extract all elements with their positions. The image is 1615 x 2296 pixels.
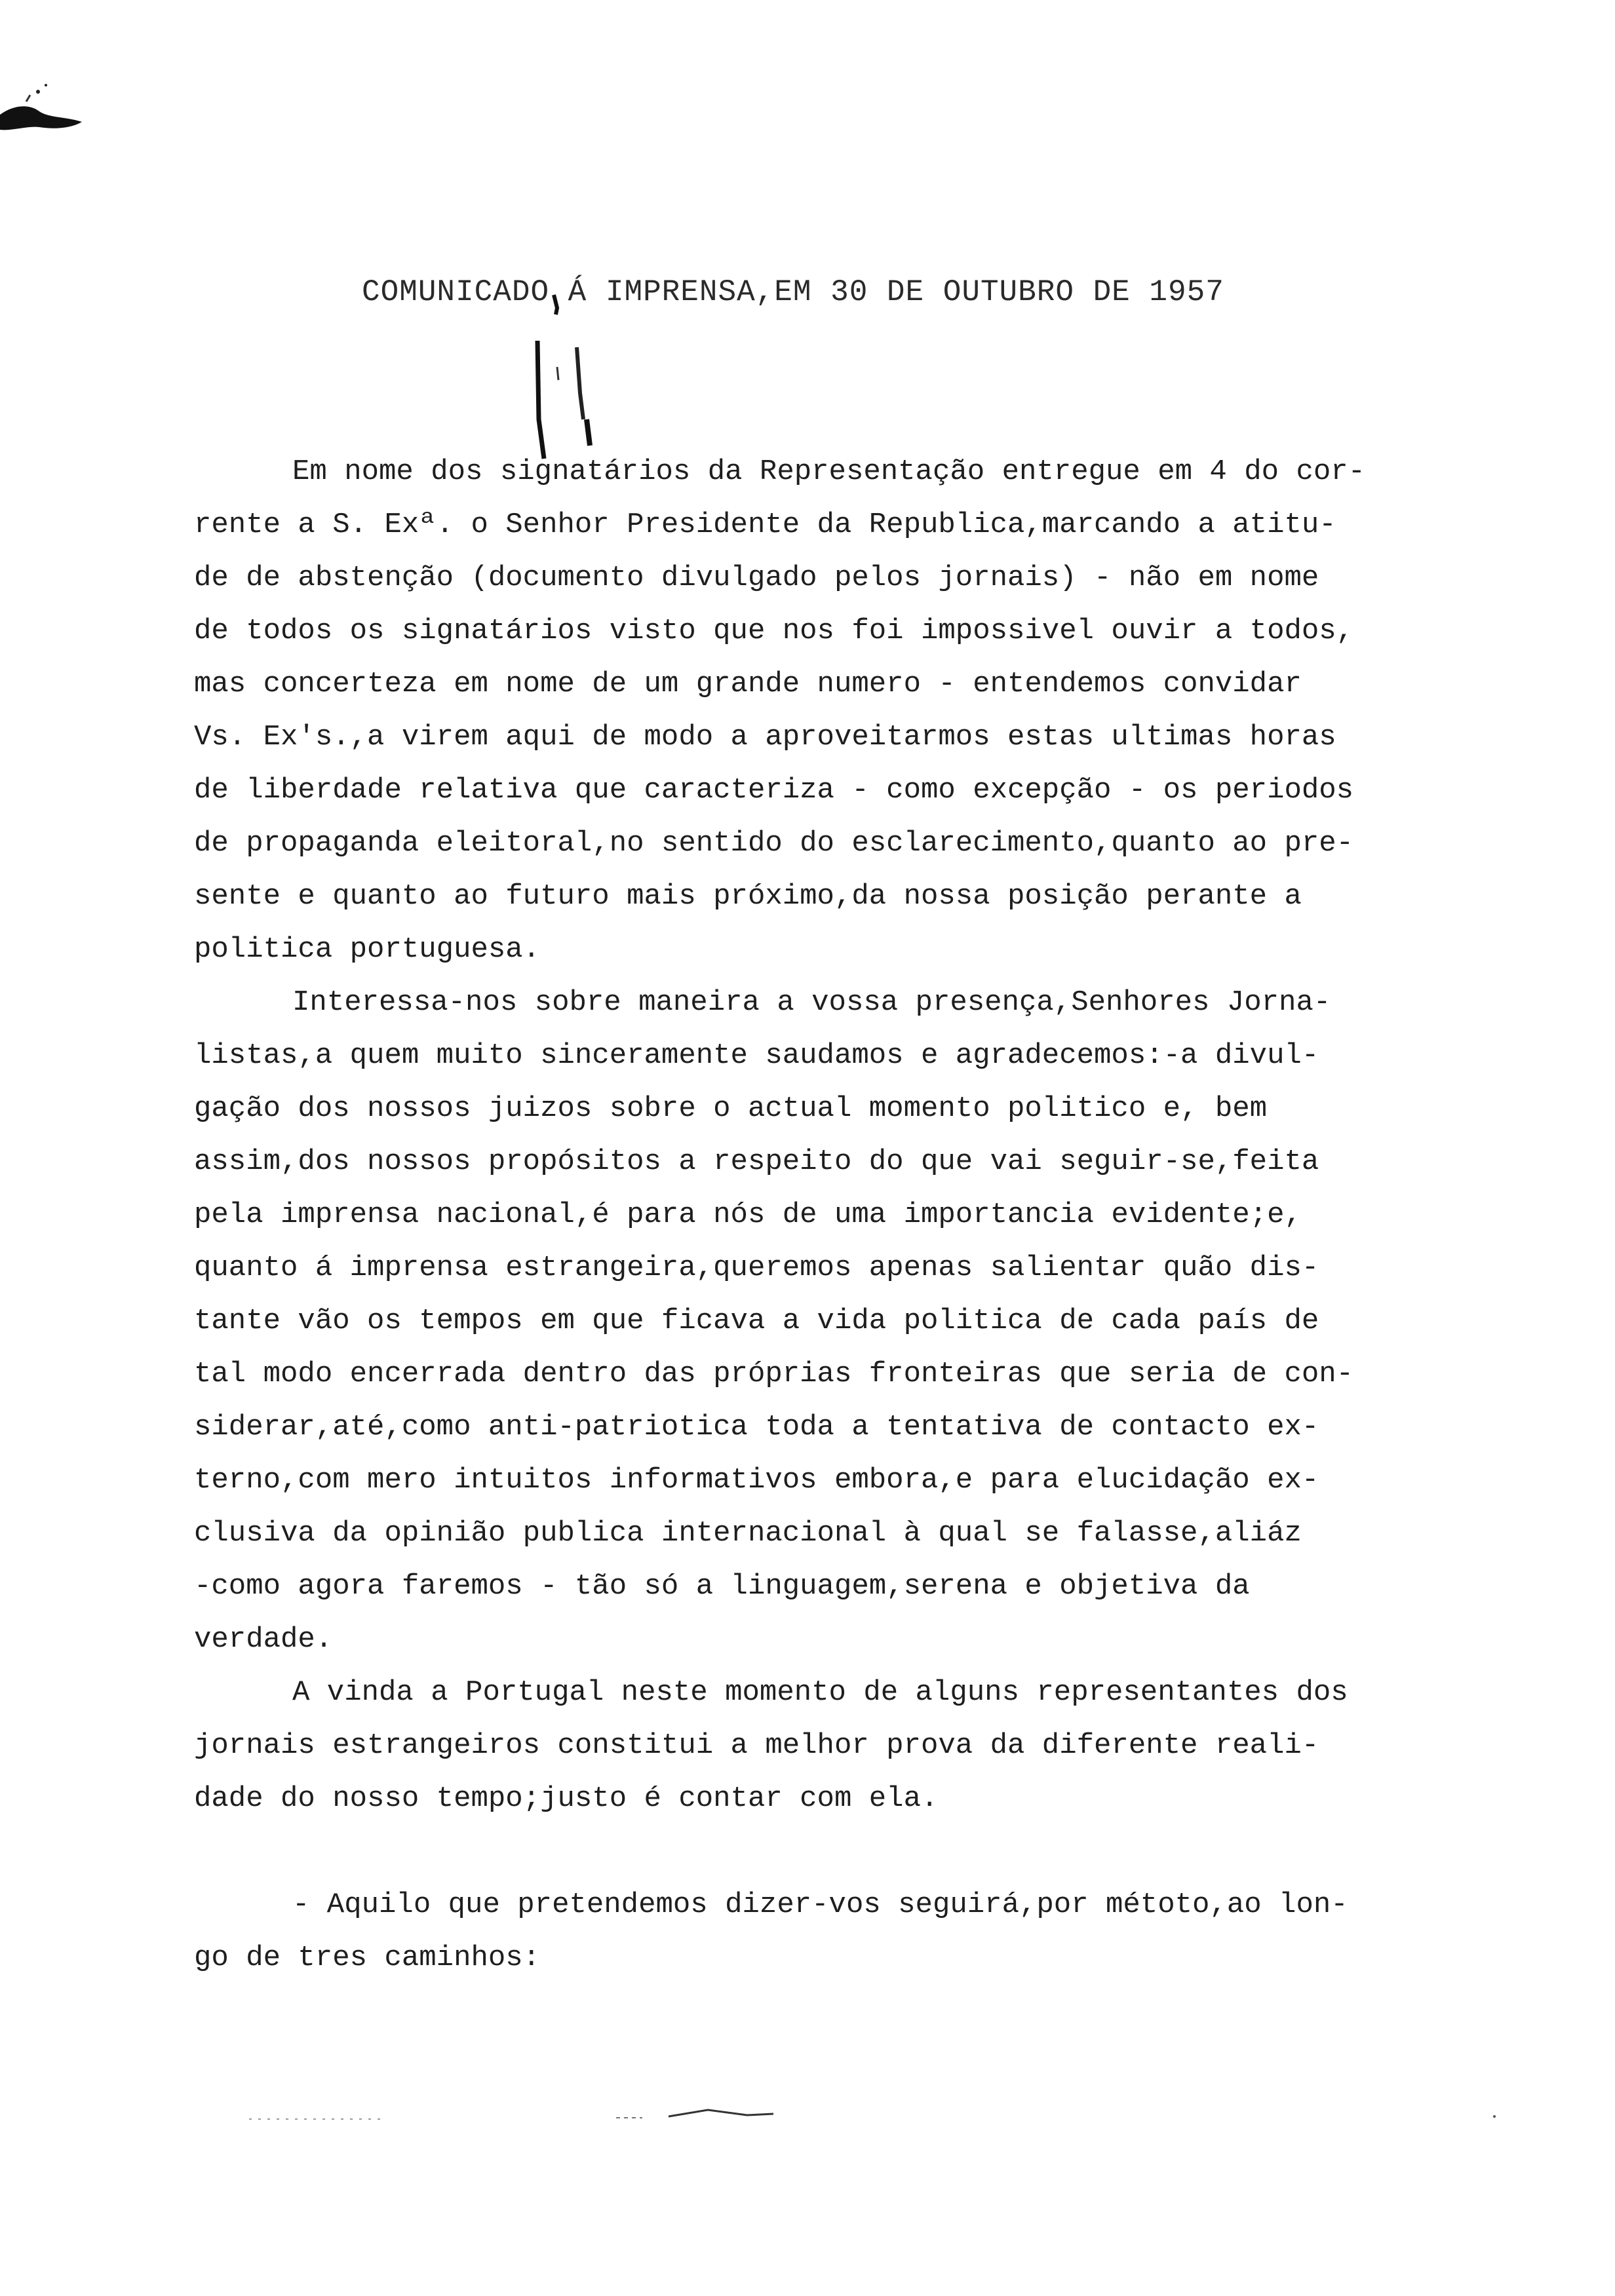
- text-line: Vs. Ex's.,a virem aqui de modo a aproveitarmos estas ultimas horas: [194, 721, 1336, 754]
- text-line: Interessa-nos sobre maneira a vossa presença,Senhores Jorna-: [292, 986, 1331, 1019]
- paragraph: [194, 976, 1498, 1666]
- text-line: A vinda a Portugal neste momento de alguns representantes dos: [292, 1676, 1348, 1709]
- ink-blot-mark: [0, 79, 85, 151]
- text-line: go de tres caminhos:: [194, 1942, 541, 1974]
- scan-artifacts: [249, 2097, 1527, 2136]
- text-line: mas concerteza em nome de um grande numero - entendemos convidar: [194, 668, 1302, 700]
- paragraph-gap: [194, 1826, 1498, 1879]
- text-line: assim,dos nossos propósitos a respeito do que vai seguir-se,feita: [194, 1145, 1319, 1178]
- text-line: politica portuguesa.: [194, 933, 541, 966]
- paragraph: [194, 446, 1498, 976]
- document-title: COMUNICADO Á IMPRENSA,EM 30 DE OUTUBRO DE 1957: [362, 275, 1224, 309]
- text-line: siderar,até,como anti-patriotica toda a tentativa de contacto ex-: [194, 1411, 1319, 1444]
- text-line: tante vão os tempos em que ficava a vida politica de cada país de: [194, 1305, 1319, 1337]
- text-line: de de abstenção (documento divulgado pelos jornais) - não em nome: [194, 562, 1319, 594]
- text-line: jornais estrangeiros constitui a melhor prova da diferente reali-: [194, 1729, 1319, 1762]
- text-line: dade do nosso tempo;justo é contar com ela.: [194, 1782, 939, 1815]
- document-body: [194, 446, 1498, 1985]
- paragraph: [194, 1666, 1498, 1826]
- text-line: Em nome dos signatários da Representação entregue em 4 do cor-: [292, 455, 1366, 488]
- text-line: terno,com mero intuitos informativos embora,e para elucidação ex-: [194, 1464, 1319, 1497]
- text-line: pela imprensa nacional,é para nós de uma importancia evidente;e,: [194, 1198, 1302, 1231]
- text-line: clusiva da opinião publica internacional à qual se falasse,aliáz: [194, 1517, 1302, 1550]
- text-line: rente a S. Exª. o Senhor Presidente da Republica,marcando a atitu-: [194, 508, 1336, 541]
- text-line: de todos os signatários visto que nos foi impossivel ouvir a todos,: [194, 615, 1354, 647]
- text-line: listas,a quem muito sinceramente saudamos e agradecemos:-a divul-: [194, 1039, 1319, 1072]
- text-line: -como agora faremos - tão só a linguagem,serena e objetiva da: [194, 1570, 1250, 1603]
- text-line: de propaganda eleitoral,no sentido do esclarecimento,quanto ao pre-: [194, 827, 1354, 860]
- paragraph: [194, 1879, 1498, 1985]
- text-line: de liberdade relativa que caracteriza - como excepção - os periodos: [194, 774, 1354, 807]
- text-line: sente e quanto ao futuro mais próximo,da nossa posição perante a: [194, 880, 1302, 913]
- text-line: tal modo encerrada dentro das próprias fronteiras que seria de con-: [194, 1358, 1354, 1390]
- text-line: quanto á imprensa estrangeira,queremos apenas salientar quão dis-: [194, 1252, 1319, 1284]
- text-line: - Aquilo que pretendemos dizer-vos seguirá,por métoto,ao lon-: [292, 1888, 1348, 1921]
- text-line: verdade.: [194, 1623, 333, 1656]
- text-line: gação dos nossos juizos sobre o actual momento politico e, bem: [194, 1092, 1268, 1125]
